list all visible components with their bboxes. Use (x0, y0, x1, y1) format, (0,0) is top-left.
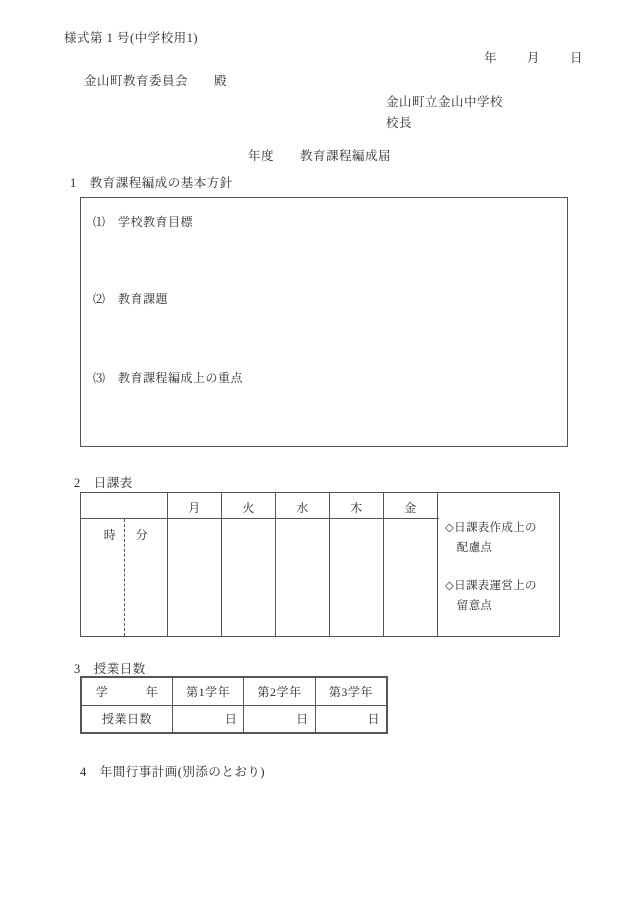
table-row (82, 705, 387, 733)
section-1-heading: 1 教育課程編成の基本方針 (70, 176, 233, 190)
schedule-note-creation-line2: 配慮点 (445, 542, 493, 554)
page-title: 年度 教育課程編成届 (248, 149, 392, 163)
section-4-heading: 4 年間行事計画(別添のとおり) (80, 765, 266, 779)
form-number: 様式第 1 号(中学校用1) (64, 31, 199, 45)
class-days-grade-1: 第1学年 (173, 678, 244, 706)
issuing-school-name: 金山町立金山中学校 (386, 95, 504, 109)
schedule-weekday-fri: 金 (404, 501, 417, 515)
class-days-row1-header: 授業日数 (82, 705, 173, 733)
class-days-grade-3: 第3学年 (315, 678, 386, 706)
class-days-value-1[interactable]: 日 (173, 705, 244, 733)
basic-policy-box (80, 197, 568, 447)
policy-item-curriculum-focus: ⑶ 教育課程編成上の重点 (93, 371, 244, 385)
schedule-weekday-wed: 水 (296, 501, 309, 515)
addressee: 金山町教育委員会 殿 (84, 74, 228, 88)
schedule-header-rule (81, 518, 439, 519)
issuing-school-role: 校長 (386, 116, 413, 130)
hour-minute-divider (124, 519, 125, 636)
schedule-label-minute: 分 (135, 528, 149, 542)
schedule-weekday-thu: 木 (350, 501, 363, 515)
schedule-note-creation-line1: ◇日課表作成上の (445, 522, 537, 534)
class-days-table (80, 676, 388, 734)
class-days-row0-header: 学 年 (82, 678, 173, 706)
section-2-heading: 2 日課表 (74, 476, 133, 490)
daily-schedule-table (80, 492, 560, 637)
class-days-value-2[interactable]: 日 (244, 705, 315, 733)
class-days-grade-2: 第2学年 (244, 678, 315, 706)
schedule-weekday-tue: 火 (242, 501, 255, 515)
table-row (82, 678, 387, 706)
schedule-col-rule-5 (437, 493, 438, 636)
schedule-weekday-mon: 月 (188, 501, 201, 515)
schedule-label-hour: 時 (103, 528, 117, 542)
section-3-heading: 3 授業日数 (74, 662, 146, 676)
date-line: 年 月 日 (484, 51, 592, 65)
policy-item-school-goal: ⑴ 学校教育目標 (93, 215, 194, 229)
class-days-value-3[interactable]: 日 (315, 705, 386, 733)
policy-item-education-issue: ⑵ 教育課題 (93, 292, 169, 306)
schedule-note-operation-line1: ◇日課表運営上の (445, 580, 537, 592)
schedule-note-operation-line2: 留意点 (445, 600, 493, 612)
